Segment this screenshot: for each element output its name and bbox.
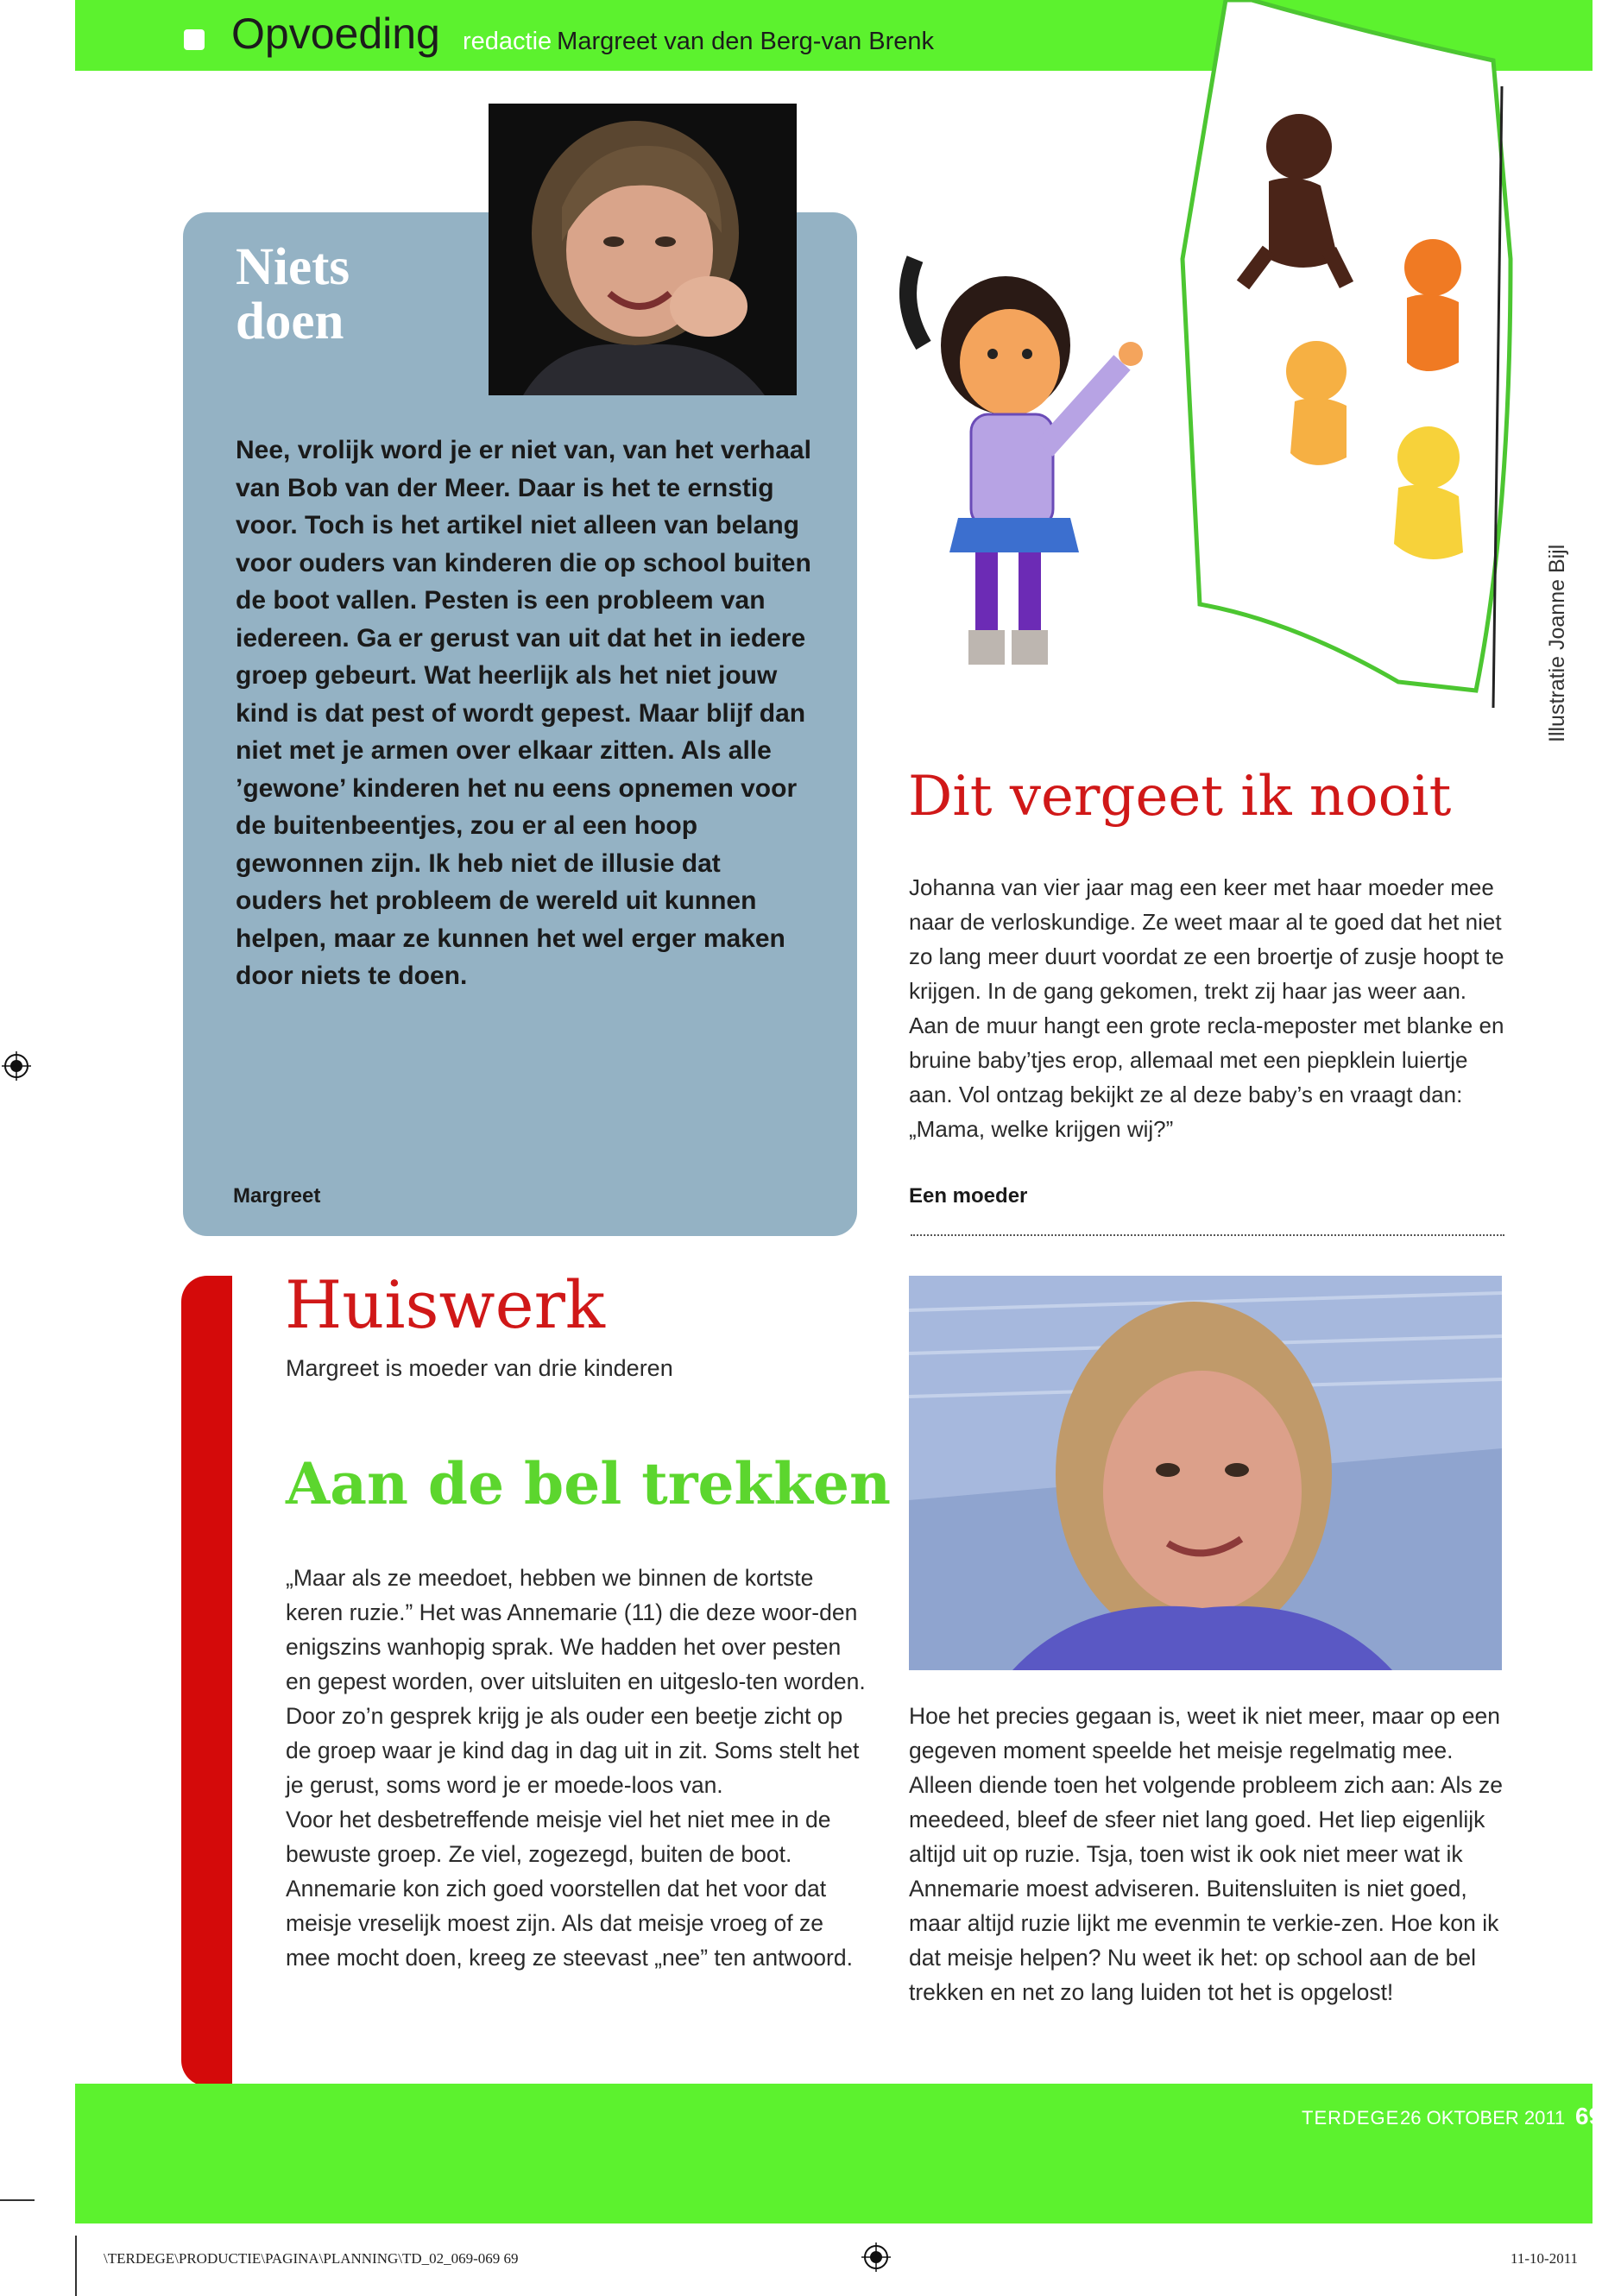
dotted-divider <box>911 1234 1504 1236</box>
bottom-footer-bar <box>75 2084 1593 2223</box>
registration-mark-icon <box>861 2242 891 2272</box>
girl-illustration <box>908 259 1143 665</box>
section-bullet-icon <box>184 29 205 50</box>
poster-illustration <box>889 0 1545 742</box>
niets-doen-title: Niets doen <box>236 238 350 350</box>
footer-brand: TERDEGE <box>1302 2107 1400 2129</box>
crop-mark <box>75 2236 77 2296</box>
author-portrait-photo <box>489 104 797 395</box>
huiswerk-red-bar <box>181 1276 232 2086</box>
section-title: Opvoeding <box>231 9 440 58</box>
registration-mark-icon <box>2 1051 31 1081</box>
footer-page-number: 69 <box>1575 2103 1602 2129</box>
aan-de-bel-body-left: „Maar als ze meedoet, hebben we binnen de kortste keren ruzie.” Het was Annemarie (11) die deze woor-den enigszins wanhopig sprak. We hadden het over pesten en gepest worden, over uitsluiten en uitgeslo-ten worden. Door zo’n gesprek krijg je als ouder een beetje zicht op de groep waar je kind dag in dag uit in zit. Soms stelt het je gerust, soms word je er moede-loos van. Voor het desbetreffende meisje viel het niet mee in de bewuste groep. Ze viel, zogezegd, buiten de boot. Annemarie kon zich goed voorstellen dat het voor dat meisje vreselijk moest zijn. Als dat meisje vroeg of ze mee mocht doen, kreeg ze steevast „nee” ten antwoord. <box>286 1565 866 1971</box>
dit-vergeet-body: Johanna van vier jaar mag een keer met haar moeder mee naar de verloskundige. Ze weet maar al te goed dat het niet zo lang meer duurt voordat ze een broertje of zusje hoopt te krijgen. In de gang gekomen, trekt zij haar jas weer aan. Aan de muur hangt een grote recla-meposter met blanke en bruine baby’tjes erop, allemaal met een piepklein luiertje aan. Vol ontzag bekijkt ze al deze baby’s en vraagt dan: „Mama, welke krijgen wij?” <box>909 874 1504 1142</box>
byline <box>463 28 934 56</box>
baby-orange <box>1404 239 1461 371</box>
niets-doen-body: Nee, vrolijk word je er niet van, van het verhaal van Bob van der Meer. Daar is het te ernstig voor. Toch is het artikel niet alleen van belang voor ouders van kinderen die op school buiten de boot vallen. Pesten is een probleem van iedereen. Ga er gerust van uit dat het in iedere groep gebeurt. Wat heerlijk als het niet jouw kind is dat pest of wordt gepest. Maar blijf dan niet met je armen over elkaar zitten. Als alle ’gewone’ kinderen het nu eens opnemen voor de buitenbeentjes, zou er al een hoop gewonnen zijn. Ik heb niet de illusie dat ouders het probleem de wereld uit kunnen helpen, maar ze kunnen het wel erger maken door niets te doen. <box>236 436 811 990</box>
huiswerk-title: Huiswerk <box>285 1266 605 1343</box>
byline-name: Margreet van den Berg-van Brenk <box>557 28 935 55</box>
niets-doen-signature: Margreet <box>233 1184 321 1208</box>
dit-vergeet-title: Dit vergeet ik nooit <box>908 765 1452 829</box>
aan-de-bel-title: Aan de bel trekken <box>286 1450 891 1517</box>
byline-label: redactie <box>463 28 552 55</box>
aan-de-bel-body-right: Hoe het precies gegaan is, weet ik niet meer, maar op een gegeven moment speelde het meisje regelmatig mee. Alleen diende toen het volgende probleem zich aan: Als ze meedeed, bleef de sfeer niet lang goed. Het liep eigenlijk altijd uit op ruzie. Tsja, toen wist ik ook niet meer wat ik Annemarie moest adviseren. Buitensluiten is niet goed, maar altijd ruzie lijkt me evenmin te verkie-zen. Hoe kon ik dat meisje helpen? Nu weet ik het: op school aan de bel trekken en net zo lang luiden tot het is opgelost! <box>909 1703 1504 2005</box>
huiswerk-subtitle: Margreet is moeder van drie kinderen <box>286 1355 673 1381</box>
crop-mark <box>0 2199 35 2201</box>
girl-photo <box>909 1276 1502 1670</box>
footer-date: 26 OKTOBER 2011 <box>1400 2107 1566 2129</box>
illustration-credit: Illustratie Joanne Bijl <box>1545 544 1569 742</box>
print-slug-date: 11-10-2011 <box>1511 2250 1579 2267</box>
baby-peach <box>1286 341 1347 465</box>
print-slug-path: \TERDEGE\PRODUCTIE\PAGINA\PLANNING\TD_02_069-069 69 <box>104 2250 519 2267</box>
dit-vergeet-signature: Een moeder <box>909 1184 1028 1208</box>
